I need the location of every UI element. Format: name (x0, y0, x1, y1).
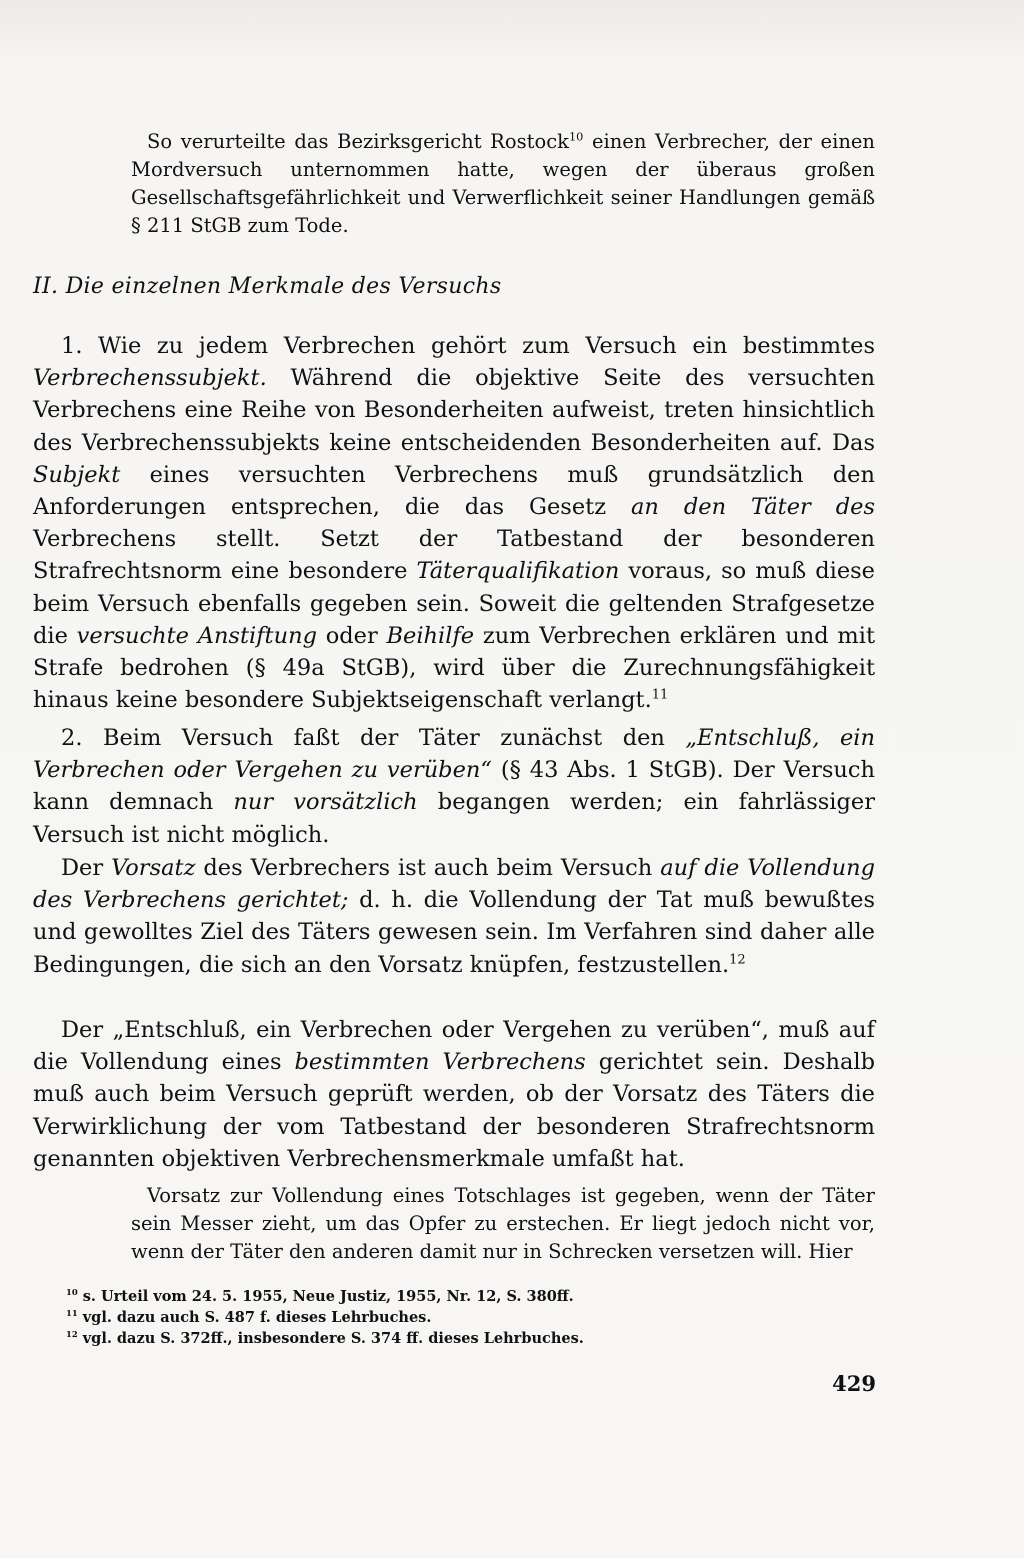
p2-emph-1: „Entschluß, ein Verbrechen oder Vergehen zu verüben“ (33, 725, 875, 784)
p4-emph-1: bestimmten Verbrechens (294, 1049, 586, 1076)
p1-text-2: Während die objektive Seite des versuchten Verbrechens eine Reihe von Besonderheiten aufweist, treten hinsichtlich des Verbrechenssubjekts keine entscheidenden Besonderheiten auf. Das (33, 365, 875, 456)
p1-emph-4: Täterqualifikation (416, 558, 620, 585)
footnotes-list (66, 1286, 866, 1349)
p3-text-1: Der (61, 855, 112, 881)
paragraph-2 (33, 722, 875, 851)
page-number: 429 (832, 1371, 876, 1396)
footnote-num: 12 (66, 1329, 78, 1340)
p3-emph-2: auf die Vollendung des Verbrechens gerichtet; (33, 855, 876, 914)
footnote-text: s. Urteil vom 24. 5. 1955, Neue Justiz, 1955, Nr. 12, S. 380ff. (77, 1288, 574, 1305)
intro-text-2: einen Verbrecher, der einen Mordversuch unternommen hatte, wegen der überaus großen Gesellschaftsgefährlichkeit und Verwerflichkeit seiner Handlungen gemäß § 211 StGB zum Tode. (131, 130, 875, 237)
example-paragraph: Vorsatz zur Vollendung eines Totschlages ist gegeben, wenn der Täter sein Messer zieht, um das Opfer zu erstechen. Er liegt jedoch nicht vor, wenn der Täter den anderen damit nur in Schrecken versetzen will. Hier (131, 1184, 875, 1263)
footnote-item (66, 1307, 866, 1328)
p4-text-2: gerichtet sein. Deshalb muß auch beim Versuch geprüft werden, ob der Vorsatz des Täters die Verwirklichung der vom Tatbestand der besonderen Strafrechtsnorm genannten objektiven Verbrechensmerkmale umfaßt hat. (33, 1049, 875, 1172)
p2-text-1: 2. Beim Versuch faßt der Täter zunächst den (61, 725, 686, 751)
p4-text-1: Der „Entschluß, ein Verbrechen oder Vergehen zu verüben“, muß auf die Vollendung eines (33, 1017, 875, 1076)
p1-emph-1: Verbrechenssubjekt. (33, 365, 267, 392)
footnote-item (66, 1286, 866, 1307)
p1-emph-2: Subjekt (33, 461, 121, 488)
footnote-item (66, 1328, 866, 1349)
p1-emph-6: Beihilfe (386, 622, 475, 649)
footnote-text: vgl. dazu auch S. 487 f. dieses Lehrbuches. (77, 1309, 432, 1326)
p1-text-6: oder (316, 622, 387, 649)
p3-text-2: des Verbrechers ist auch beim Versuch (195, 855, 661, 881)
footnote-num: 10 (66, 1287, 78, 1298)
footnote-num: 11 (66, 1308, 78, 1319)
footnote-ref-12: 12 (729, 952, 746, 968)
footnote-text: vgl. dazu S. 372ff., insbesondere S. 374 ff. dieses Lehrbuches. (77, 1330, 584, 1347)
intro-text-1: So verurteilte das Bezirksgericht Rostock (147, 130, 569, 153)
intro-paragraph (131, 128, 875, 240)
p1-text-1: 1. Wie zu jedem Verbrechen gehört zum Versuch ein bestimmtes (61, 333, 875, 359)
p1-emph-3: an den Täter des (631, 494, 875, 521)
p1-text-4: Verbrechens stellt. Setzt der Tatbestand der besonderen Strafrechtsnorm eine besondere (33, 526, 875, 585)
section-heading: II. Die einzelnen Merkmale des Versuchs (33, 274, 502, 299)
p3-text-3: d. h. die Vollendung der Tat muß bewußtes und gewolltes Ziel des Täters gewesen sein. Im Verfahren sind daher alle Bedingungen, die sich an den Vorsatz knüpfen, festzustellen. (33, 887, 875, 978)
p2-text-2: (§ 43 Abs. 1 StGB). Der Versuch kann demnach (33, 757, 876, 816)
p1-text-3: eines versuchten Verbrechens muß grundsätzlich den Anforderungen entsprechen, die das Gesetz (33, 461, 875, 521)
paragraph-1 (33, 330, 875, 716)
p1-emph-5: versuchte Anstiftung (76, 622, 317, 649)
p2-emph-2: nur vorsätzlich (233, 789, 418, 816)
p1-text-7: zum Verbrechen erklären und mit Strafe bedrohen (§ 49a StGB), wird über die Zurechnungsfähigkeit hinaus keine besondere Subjektseigenschaft verlangt. (33, 622, 876, 714)
paragraph-3 (33, 852, 875, 981)
paragraph-4 (33, 1014, 875, 1175)
p3-emph-1: Vorsatz (111, 855, 196, 881)
footnote-ref-11: 11 (651, 687, 669, 703)
p2-text-3: begangen werden; ein fahrlässiger Versuch ist nicht möglich. (33, 789, 875, 848)
footnote-ref-10: 10 (568, 130, 584, 144)
p1-text-5: voraus, so muß diese beim Versuch ebenfalls gegeben sein. Soweit die geltenden Strafgesetze die (33, 558, 876, 649)
